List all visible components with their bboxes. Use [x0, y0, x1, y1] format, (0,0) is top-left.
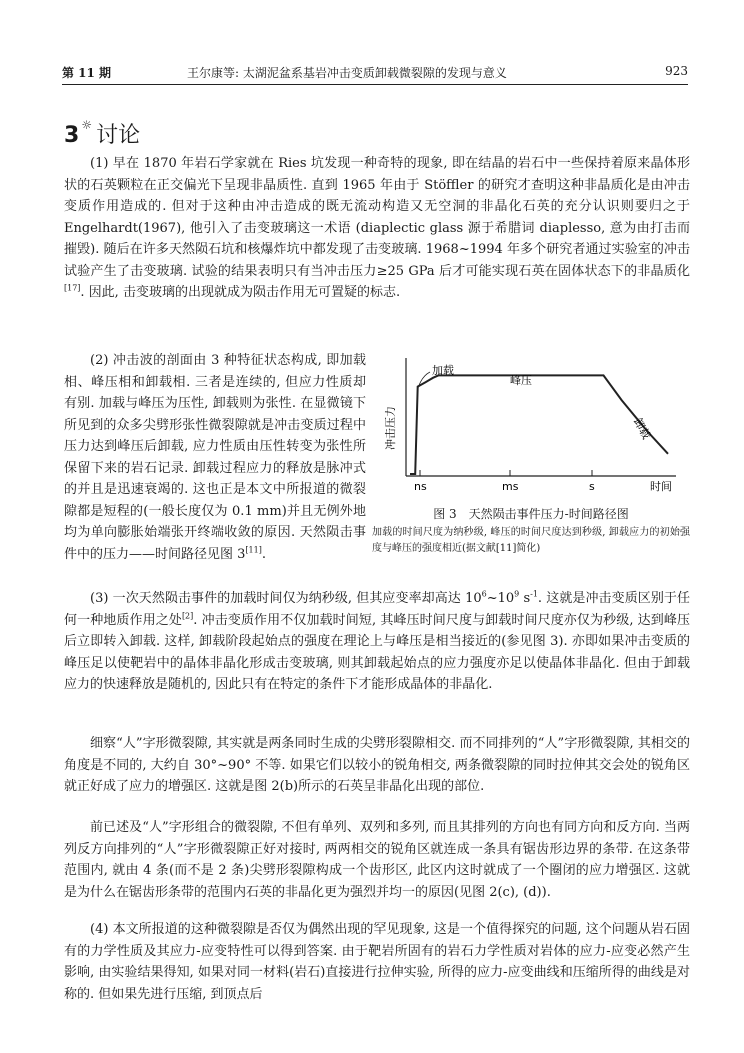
y-axis-label: 冲击压力	[384, 406, 397, 450]
citation: [17]	[64, 283, 81, 293]
paragraph-3-text: (3) 一次天然陨击事件的加载时间仅为纳秒级, 但其应变率却高达 10	[90, 591, 482, 606]
tick-s: s	[589, 480, 595, 493]
paragraph-5: 前已述及“人”字形组合的微裂隙, 不但有单列、双列和多列, 而且其排列的方向也有同方向和反方向. 当两列反方向排列的“人”字形微裂隙正好对接时, 两两相交的锐角区就连成一条具有锯齿形边界的条带. 在这条带范围内, 就由 4 条(而不是 2 条)尖劈形裂隙构成一个齿形区, 此区内这时就成了一个圈闭的应力增强区. 这就是为什么在锯齿形条带的范围内石英的非晶化更为强烈并均一的原因(见图 2(c), (d)).	[64, 820, 690, 900]
paragraph-3-unit: s	[519, 591, 531, 606]
exponent: -1	[530, 589, 538, 599]
figure-caption: 图 3 天然陨击事件压力-时间路径图	[433, 507, 629, 521]
x-axis-label: 时间	[650, 480, 672, 493]
exponent: 6	[481, 589, 487, 599]
pressure-time-chart	[370, 350, 690, 510]
paragraph-2	[64, 350, 366, 565]
paragraph-3-text-range: ~10	[486, 591, 515, 606]
citation: [11]	[245, 545, 262, 555]
paragraph-3-text-mid: . 这就是冲击变质区别于任何一种地质作用之处	[64, 591, 690, 628]
paragraph-3	[64, 588, 690, 696]
exponent: 9	[514, 589, 520, 599]
citation: [2]	[181, 611, 194, 621]
paragraph-1	[64, 153, 690, 304]
paragraph-1-text-end: . 因此, 击变玻璃的出现就成为陨击作用无可置疑的标志.	[80, 285, 401, 300]
paragraph-2-text: (2) 冲击波的剖面由 3 种特征状态构成, 即加载相、峰压相和卸载相. 三者是连续的, 但应力性质却有别. 加载与峰压为压性, 卸载则为张性. 在显微镜下所见到的众多尖劈形张性微裂隙就是冲击变质过程中压力达到峰压后卸载, 应力性质由压性转变为张性所保留下来的岩石记录. 卸载过程应力的释放是脉冲式的并且是迅速衰竭的. 这也正是本文中所报道的微裂隙都是短程的(一般长度仅为 0.1 mm)并且无例外地均为单向膨胀始端张开终端收敛的原因. 天然陨击事件中的压力——时间路径见图 3	[64, 353, 366, 562]
section-number: 3	[64, 123, 80, 148]
figure-caption-note: 加载的时间尺度为纳秒级, 峰压的时间尺度达到秒级, 卸载应力的初始强度与峰压的强度相近(据文献[11]简化)	[372, 527, 690, 554]
label-peak: 峰压	[510, 374, 532, 387]
paragraph-2-text-end: .	[261, 546, 266, 562]
sun-icon: ☼	[81, 118, 93, 132]
section-heading	[64, 118, 140, 149]
issue-number: 第 11 期	[62, 66, 112, 80]
running-header	[62, 60, 688, 85]
page-number: 923	[665, 64, 688, 78]
pressure-time-curve	[410, 375, 668, 474]
paragraph-4: 细察“人”字形微裂隙, 其实就是两条同时生成的尖劈形裂隙相交. 而不同排列的“人”字形微裂隙, 其相交的角度是不同的, 大约自 30°~90° 不等. 如果它们以较小的锐角相交, 两条微裂隙的同时拉伸其交会处的锐角区就正好成了应力的增强区. 这就是图 2(b)所示的石英呈非晶化出现的部位.	[64, 736, 690, 794]
running-title: 王尔康等: 太湖泥盆系基岩冲击变质卸载微裂隙的发现与意义	[187, 66, 507, 80]
tick-ns: ns	[414, 480, 427, 493]
section-title: 讨论	[96, 123, 141, 148]
paragraph-6: (4) 本文所报道的这种微裂隙是否仅为偶然出现的罕见现象, 这是一个值得探究的问题, 这个问题从岩石固有的力学性质及其应力-应变特性可以得到答案. 由于靶岩所固有的岩石力学性质对岩体的应力-应变必然产生影响, 由实验结果得知, 如果对同一材料(岩石)直接进行拉伸实验, 所得的应力-应变曲线和压缩所得的曲线是对称的. 但如果先进行压缩, 到顶点后	[64, 922, 690, 1002]
label-loading: 加载	[432, 364, 454, 377]
paragraph-1-text: (1) 早在 1870 年岩石学家就在 Ries 坑发现一种奇特的现象, 即在结晶的岩石中一些保持着原来晶体形状的石英颗粒在正交偏光下呈现非晶质性. 直到 1965 年由于 Stöffler 的研究才查明这种非晶质化是由冲击变质作用造成的. 但对于这种由冲击造成的既无流动构造又无空洞的非晶化石英的充分认识则要归之于 Engelhardt(1967), 他引入了击变玻璃这一术语 (diaplectic glass 源于希腊词 diaplesso, 意为由打击而摧毁). 随后在许多天然陨石坑和核爆炸坑中都发现了击变玻璃. 1968~1994 年多个研究者通过实验室的冲击试验产生了击变玻璃. 试验的结果表明只有当冲击压力≥25 GPa 后才可能实现石英在固体状态下的非晶质化	[64, 156, 690, 279]
tick-ms: ms	[502, 480, 519, 493]
label-unloading: 卸载	[631, 415, 653, 442]
paragraph-3-text-end: . 冲击变质作用不仅加载时间短, 其峰压时间尺度与卸载时间尺度亦仅为秒级, 达到峰压后立即转入卸载. 这样, 卸载阶段起始点的强度在理论上与峰压是相当接近的(参见图 3). 亦即如果冲击变质的峰压足以使靶岩中的晶体非晶化形成击变玻璃, 则其卸载起始点的应力强度亦足以使晶体非晶化. 但由于卸载应力的快速释放是随机的, 因此只有在特定的条件下才能形成晶体的非晶化.	[64, 612, 690, 692]
